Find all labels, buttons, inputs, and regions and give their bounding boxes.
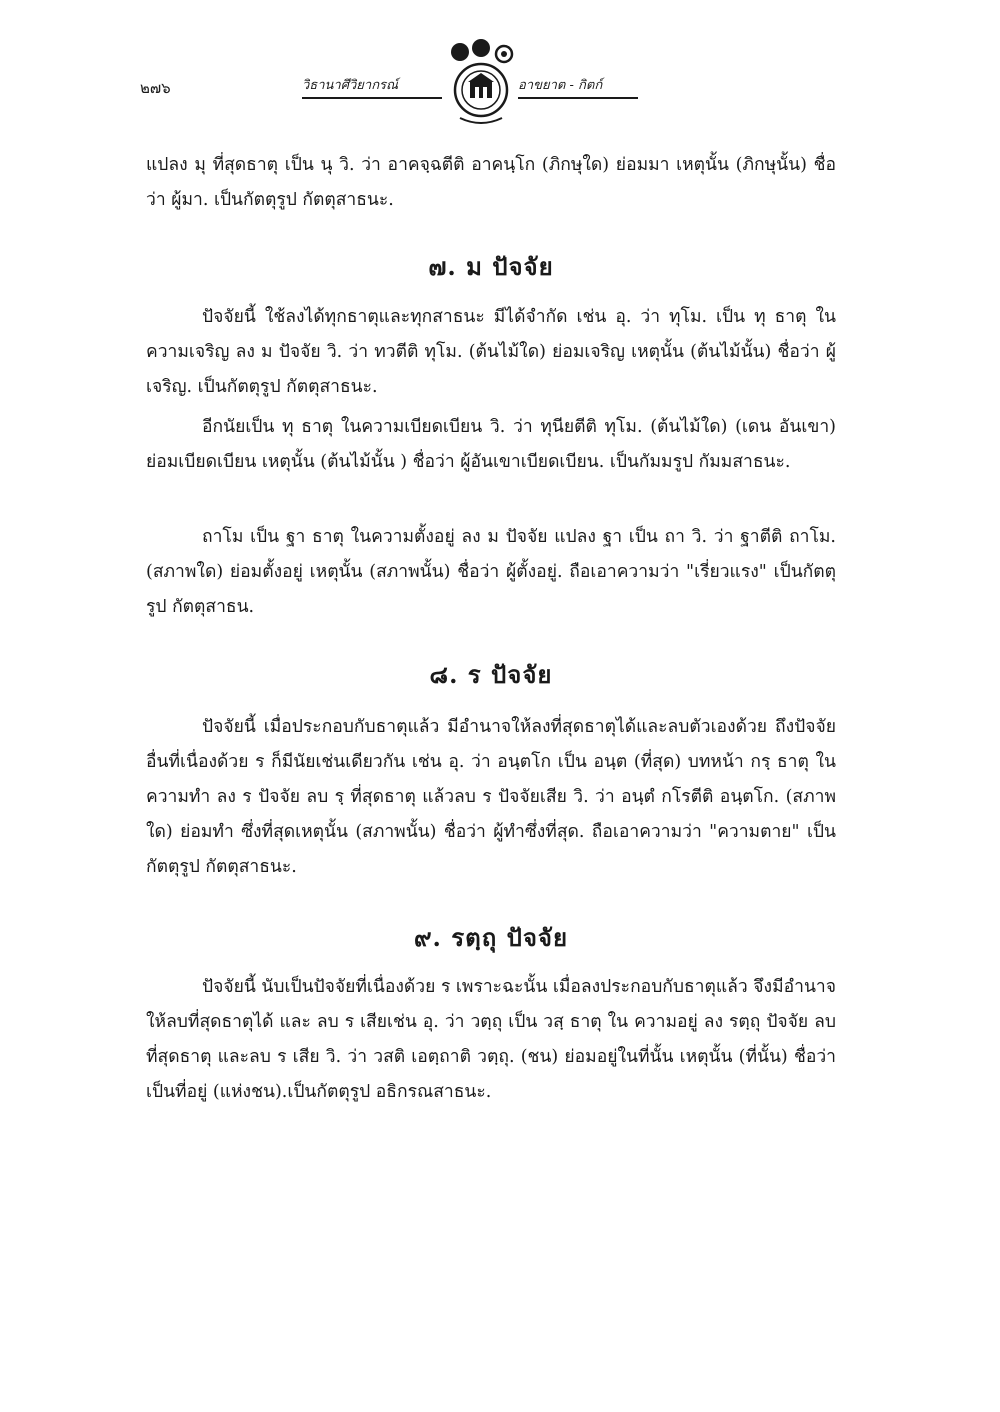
section-7-paragraph-1: ปัจจัยนี้ ใช้ลงได้ทุกธาตุและทุกสาธนะ มีได้จำกัด เช่น อุ. ว่า ทุโม. เป็น ทุ ธาตุ ในความเจริญ ลง ม ปัจจัย วิ. ว่า ทวตีติ ทุโม. (ต้นไม้ใด) ย่อมเจริญ เหตุนั้น (ต้นไม้นั้น) ชื่อว่า ผู้เจริญ. เป็นกัตตุรูป กัตตุสาธนะ. — [146, 307, 836, 397]
section-9-paragraph-1: ปัจจัยนี้ นับเป็นปัจจัยที่เนื่องด้วย ร เพราะฉะนั้น เมื่อลงประกอบกับธาตุแล้ว จึงมีอำนาจให้ลบที่สุดธาตุได้ และ ลบ ร เสียเช่น อุ. ว่า วตฺถุ เป็น วสฺ ธาตุ ใน ความอยู่ ลง รตฺถุ ปัจจัย ลบที่สุดธาตุ และลบ ร เสีย วิ. ว่า วสติ เอตฺถาติ วตฺถุ. (ชน) ย่อมอยู่ในที่นั้น เหตุนั้น (ที่นั้น) ชื่อว่า เป็นที่อยู่ (แห่งชน).เป็นกัตตุรูป อธิกรณสาธนะ. — [146, 977, 836, 1102]
section-7-paragraph-2: อีกนัยเป็น ทุ ธาตุ ในความเบียดเบียน วิ. ว่า ทุนียตีติ ทุโม. (ต้นไม้ใด) (เดน อันเขา) ย่อมเบียดเบียน เหตุนั้น (ต้นไม้นั้น ) ชื่อว่า ผู้อันเขาเบียดเบียน. เป็นกัมมรูป กัมมสาธนะ. — [146, 417, 836, 472]
running-header — [140, 38, 860, 128]
header-left-title: วิธานาศึวิยากรณ์ — [302, 74, 442, 99]
section-8-paragraph-1: ปัจจัยนี้ เมื่อประกอบกับธาตุแล้ว มีอำนาจให้ลงที่สุดธาตุได้และลบตัวเองด้วย ถึงปัจจัยอื่นที่เนื่องด้วย ร ก็มีนัยเช่นเดียวกัน เช่น อุ. ว่า อนฺตโก เป็น อนฺต (ที่สุด) บทหน้า กรฺ ธาตุ ในความทำ ลง ร ปัจจัย ลบ รฺ ที่สุดธาตุ แล้วลบ ร ปัจจัยเสีย วิ. ว่า อนฺตํ กโรตีติ อนฺตโก. (สภาพใด) ย่อมทำ ซึ่งที่สุดเหตุนั้น (สภาพนั้น) ชื่อว่า ผู้ทำซึ่งที่สุด. ถือเอาความว่า "ความตาย" เป็นกัตตุรูป กัตตุสาธนะ. — [146, 717, 836, 877]
page-number: ๒๗๖ — [140, 79, 171, 97]
section-heading-9: ๙. รตฺถุ ปัจจัย — [413, 923, 569, 952]
section-7-paragraph-3: ถาโม เป็น ฐา ธาตุ ในความตั้งอยู่ ลง ม ปัจจัย แปลง ฐา เป็น ถา วิ. ว่า ฐาตีติ ถาโม. (สภาพใด) ย่อมตั้งอยู่ เหตุนั้น (สภาพนั้น) ชื่อว่า ผู้ตั้งอยู่. ถือเอาความว่า "เรี่ยวแรง" เป็นกัตตุรูป กัตตุสาธน. — [146, 527, 836, 617]
emblem-logo — [440, 38, 522, 128]
section-heading-7: ๗. ม ปัจจัย — [428, 252, 554, 281]
section-heading-8: ๘. ร ปัจจัย — [429, 660, 553, 689]
intro-paragraph: แปลง มุ ที่สุดธาตุ เป็น นุ วิ. ว่า อาคจฺฉตีติ อาคนฺโก (ภิกษุใด) ย่อมมา เหตุนั้น (ภิกษุนั้น) ชื่อว่า ผู้มา. เป็นกัตตุรูป กัตตุสาธนะ. — [146, 155, 836, 210]
header-right-title: อาขยาต - กิตก์ — [518, 74, 638, 99]
